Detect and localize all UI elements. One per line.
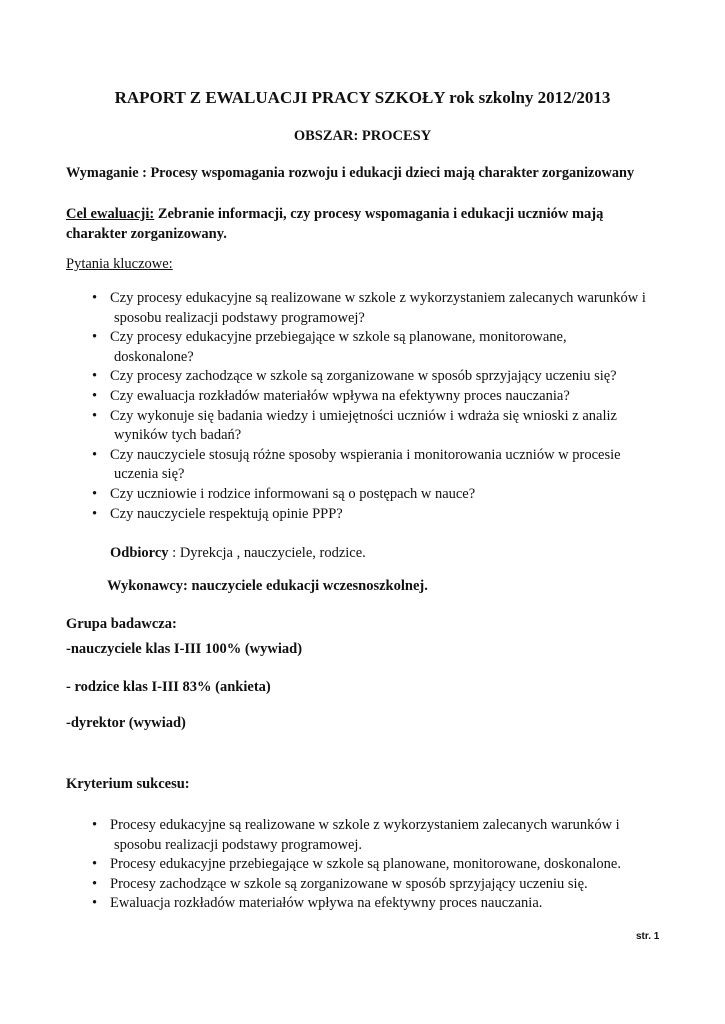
list-item: • Czy uczniowie i rodzice informowani są o postępach w nauce? bbox=[86, 485, 666, 505]
bullet-icon: • bbox=[92, 446, 98, 463]
page-number: str. 1 bbox=[636, 931, 660, 942]
list-item: • Czy procesy edukacyjne przebiegające w szkole są planowane, monitorowane, doskonalone? bbox=[92, 329, 567, 365]
bullet-icon: • bbox=[92, 505, 98, 522]
bullet-icon: • bbox=[92, 875, 98, 892]
success-criteria-list bbox=[86, 816, 666, 914]
list-item: • Czy wykonuje się badania wiedzy i umiejętności uczniów i wdraża się wnioski z analiz wyników tych badań? bbox=[92, 407, 617, 444]
list-item: • Czy nauczyciele stosują różne sposoby wspierania i monitorowania uczniów w procesie uczenia się? bbox=[92, 446, 621, 483]
list-item: • Procesy zachodzące w szkole są zorganizowane w sposób sprzyjający uczeniu się. bbox=[86, 875, 666, 895]
recipients-line bbox=[110, 545, 366, 562]
bullet-icon: • bbox=[92, 368, 98, 385]
list-item: • Czy procesy zachodzące w szkole są zorganizowane w sposób sprzyjający uczeniu się? bbox=[86, 367, 666, 387]
list-item: • Procesy edukacyjne są realizowane w szkole z wykorzystaniem zalecanych warunków i sposobu realizacji podstawy programowej. bbox=[92, 817, 620, 853]
goal-text: Zebranie informacji, czy procesy wspomagania i edukacji uczniów mają charakter zorganizowany. bbox=[66, 206, 604, 242]
key-questions-list bbox=[86, 289, 666, 524]
research-group-director: -dyrektor (wywiad) bbox=[66, 715, 186, 731]
research-group-heading: Grupa badawcza: bbox=[66, 616, 177, 632]
bullet-icon: • bbox=[92, 329, 98, 346]
bullet-icon: • bbox=[92, 856, 98, 873]
key-questions-heading: Pytania kluczowe: bbox=[66, 256, 173, 272]
bullet-icon: • bbox=[92, 290, 98, 306]
bullet-icon: • bbox=[92, 895, 98, 912]
success-criterion-heading: Kryterium sukcesu: bbox=[66, 776, 190, 792]
requirement-line: Wymaganie : Procesy wspomagania rozwoju i edukacji dzieci mają charakter zorganizowany bbox=[66, 165, 635, 181]
list-item: • Czy ewaluacja rozkładów materiałów wpływa na efektywny proces nauczania? bbox=[86, 387, 666, 407]
page-title: RAPORT Z EWALUACJI PRACY SZKOŁY rok szkolny 2012/2013 bbox=[114, 88, 611, 107]
executors-line: Wykonawcy: nauczyciele edukacji wczesnoszkolnej. bbox=[107, 578, 428, 594]
area-heading: OBSZAR: PROCESY bbox=[293, 128, 432, 144]
research-group-parents: - rodzice klas I-III 83% (ankieta) bbox=[66, 679, 271, 695]
list-item: • Czy nauczyciele respektują opinie PPP? bbox=[86, 505, 666, 525]
evaluation-goal bbox=[66, 204, 646, 244]
list-item: • Czy procesy edukacyjne są realizowane w szkole z wykorzystaniem zalecanych warunków i sposobu realizacji podstawy programowej? bbox=[92, 290, 646, 326]
bullet-icon: • bbox=[92, 817, 98, 833]
recipients-text: : Dyrekcja , nauczyciele, rodzice. bbox=[168, 545, 366, 561]
list-item: • Procesy edukacyjne przebiegające w szkole są planowane, monitorowane, doskonalone. bbox=[86, 855, 666, 875]
list-item: • Ewaluacja rozkładów materiałów wpływa na efektywny proces nauczania. bbox=[86, 894, 666, 914]
research-group-teachers: -nauczyciele klas I-III 100% (wywiad) bbox=[66, 641, 303, 657]
bullet-icon: • bbox=[92, 387, 98, 404]
bullet-icon: • bbox=[92, 485, 98, 502]
recipients-label: Odbiorcy bbox=[110, 545, 169, 561]
bullet-icon: • bbox=[92, 407, 98, 424]
goal-label: Cel ewaluacji: bbox=[66, 206, 155, 222]
